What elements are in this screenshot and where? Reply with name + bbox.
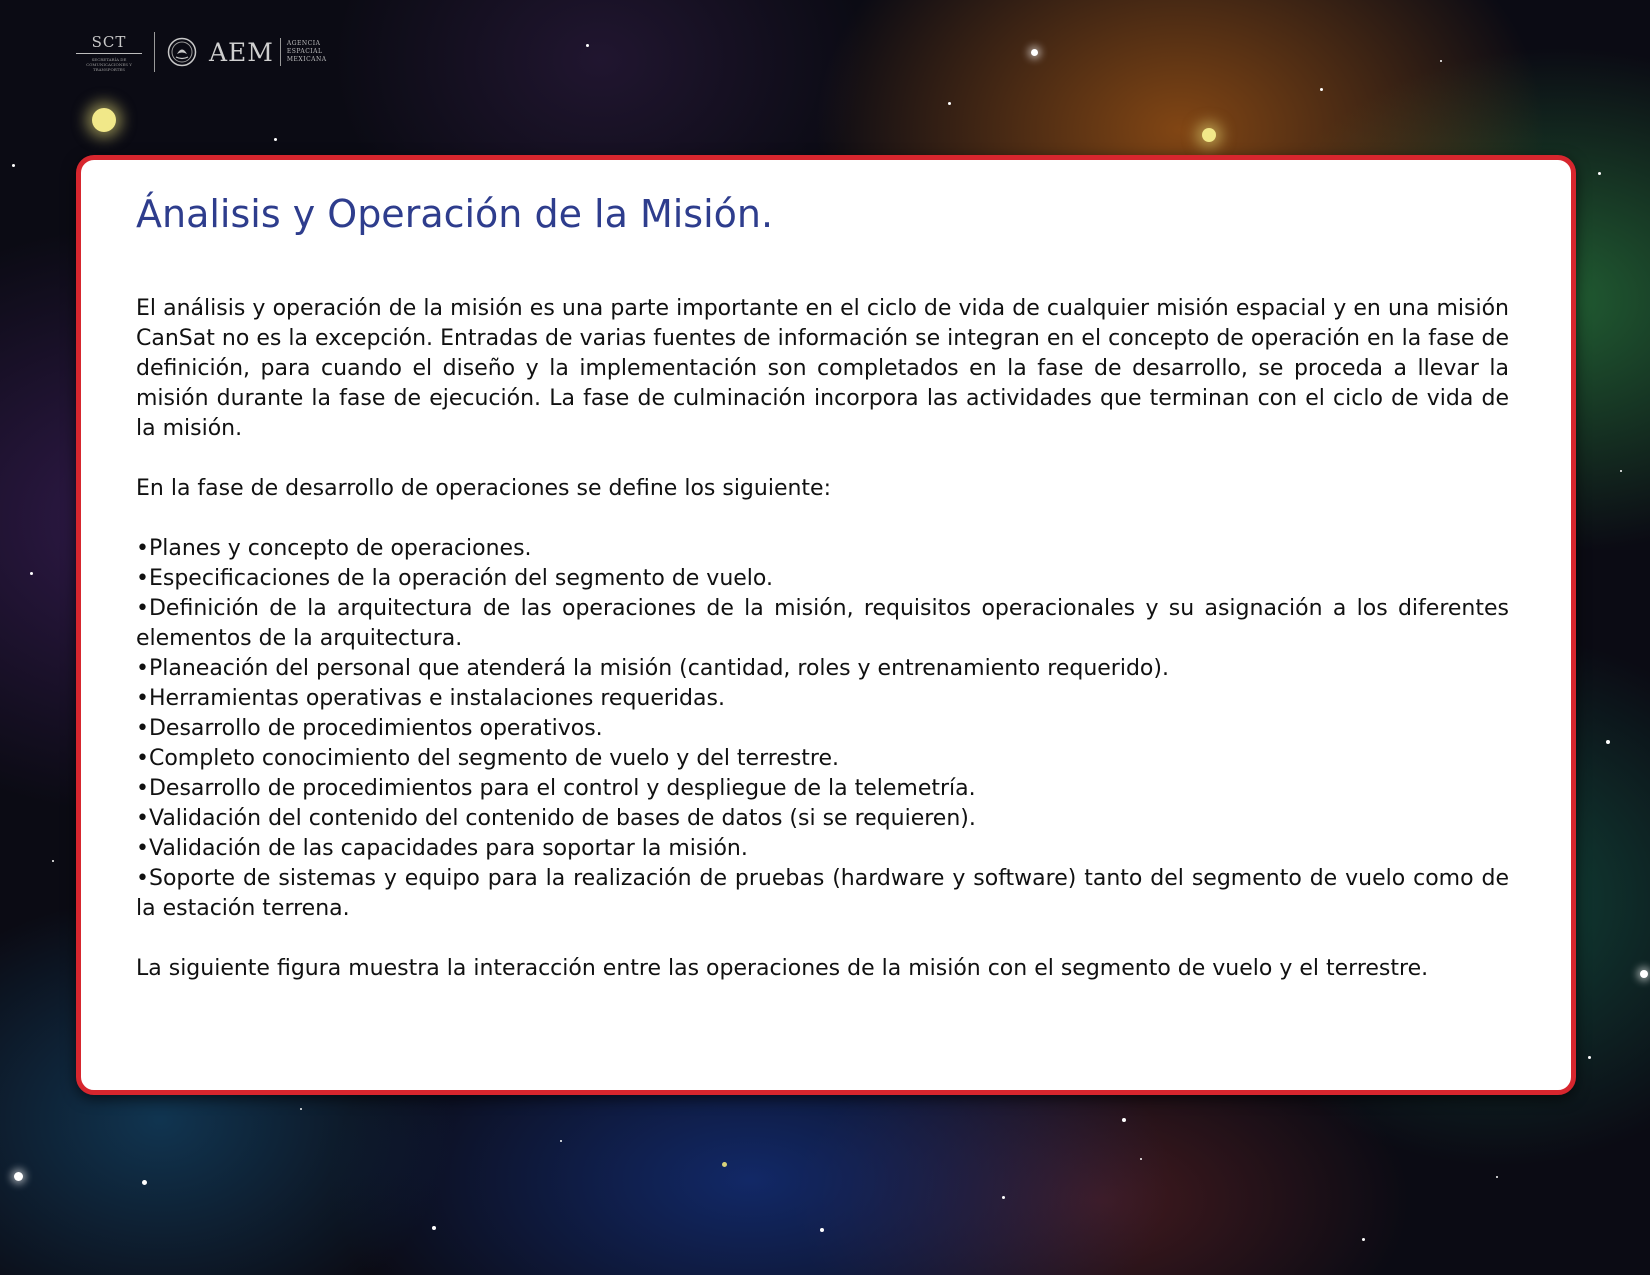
aem-logo-text: AEM [209, 37, 274, 67]
list-item-text: Planeación del personal que atenderá la misión (cantidad, roles y entrenamiento requerido). [148, 656, 1169, 681]
bullet-icon: • [136, 806, 149, 831]
star [948, 102, 951, 105]
star [300, 1108, 302, 1110]
bullet-icon: • [136, 566, 149, 591]
sct-logo-rule [76, 53, 142, 54]
star [1320, 88, 1323, 91]
list-item [136, 864, 1509, 924]
aem-logo-agency-name [287, 40, 327, 64]
sct-logo-subtitle: SECRETARÍA DE COMUNICACIONES Y TRANSPORTES [86, 56, 132, 72]
list-item [136, 534, 1509, 564]
star [142, 1180, 147, 1185]
bullet-icon: • [136, 536, 149, 561]
bullet-icon: • [136, 656, 149, 681]
star [1640, 970, 1648, 978]
list-item-text: Planes y concepto de operaciones. [148, 536, 532, 561]
star [1440, 60, 1442, 62]
bullet-icon: • [136, 596, 149, 621]
intro-paragraph: El análisis y operación de la misión es una parte importante en el ciclo de vida de cualquier misión espacial y en una misión CanSat no es la excepción. Entradas de varias fuentes de información se integran en el concepto de operación en la fase de definición, para cuando el diseño y la implementación son completados en la fase de desarrollo, se proceda a llevar la misión durante la fase de ejecución. La fase de culminación incorpora las actividades que terminan con el ciclo de vida de la misión. [136, 296, 1509, 441]
star [1620, 470, 1622, 472]
list-item-text: Desarrollo de procedimientos para el control y despliegue de la telemetría. [148, 776, 976, 801]
star [12, 164, 15, 167]
bullet-icon: • [136, 716, 149, 741]
content-body [136, 294, 1509, 984]
closing-paragraph: La siguiente figura muestra la interacción entre las operaciones de la misión con el segmento de vuelo y el terrestre. [136, 956, 1429, 981]
list-item [136, 714, 1509, 744]
logo-divider [154, 32, 155, 72]
list-item [136, 744, 1509, 774]
star [1202, 128, 1216, 142]
star [432, 1226, 436, 1230]
bullet-icon: • [136, 686, 149, 711]
star [1598, 172, 1601, 175]
sct-logo [76, 33, 142, 72]
list-item [136, 684, 1509, 714]
star [274, 138, 277, 141]
agency-line: AGENCIA [286, 40, 321, 47]
agency-logo [76, 32, 327, 72]
star [1606, 740, 1610, 744]
aem-logo-divider [280, 38, 281, 66]
bullet-icon: • [136, 866, 149, 891]
page-title: Ánalisis y Operación de la Misión. [136, 192, 774, 236]
list-item-text: Definición de la arquitectura de las operaciones de la misión, requisitos operacionales y su asignación a los diferentes elementos de la arquitectura. [136, 596, 1509, 651]
list-item [136, 834, 1509, 864]
list-item [136, 804, 1509, 834]
star [1031, 49, 1038, 56]
list-item-text: Especificaciones de la operación del segmento de vuelo. [148, 566, 773, 591]
list-item-text: Validación del contenido del contenido de bases de datos (si se requieren). [148, 806, 976, 831]
sct-logo-text: SCT [91, 32, 127, 51]
operations-list [136, 534, 1509, 924]
agency-line: MEXICANA [286, 56, 327, 63]
content-card [76, 155, 1576, 1095]
star [1362, 1238, 1365, 1241]
list-item [136, 564, 1509, 594]
list-item-text: Validación de las capacidades para soportar la misión. [148, 836, 748, 861]
star [722, 1162, 727, 1167]
star [820, 1228, 824, 1232]
star [560, 1140, 562, 1142]
list-item-text: Herramientas operativas e instalaciones requeridas. [148, 686, 725, 711]
star [1588, 1056, 1591, 1059]
agency-line: ESPACIAL [286, 48, 323, 55]
list-intro-paragraph: En la fase de desarrollo de operaciones se define los siguiente: [136, 476, 832, 501]
bullet-icon: • [136, 836, 149, 861]
star [1122, 1118, 1126, 1122]
list-item [136, 594, 1509, 654]
list-item [136, 654, 1509, 684]
list-item-text: Desarrollo de procedimientos operativos. [148, 716, 603, 741]
star [52, 860, 54, 862]
star [1140, 1158, 1142, 1160]
star [1496, 1176, 1498, 1178]
list-item [136, 774, 1509, 804]
mexico-seal-icon [167, 37, 197, 67]
bullet-icon: • [136, 746, 149, 771]
star [92, 108, 116, 132]
star [14, 1172, 23, 1181]
list-item-text: Soporte de sistemas y equipo para la realización de pruebas (hardware y software) tanto del segmento de vuelo como de la estación terrena. [136, 866, 1509, 921]
star [30, 572, 33, 575]
star [586, 44, 589, 47]
bullet-icon: • [136, 776, 149, 801]
list-item-text: Completo conocimiento del segmento de vuelo y del terrestre. [148, 746, 840, 771]
star [1002, 1196, 1005, 1199]
